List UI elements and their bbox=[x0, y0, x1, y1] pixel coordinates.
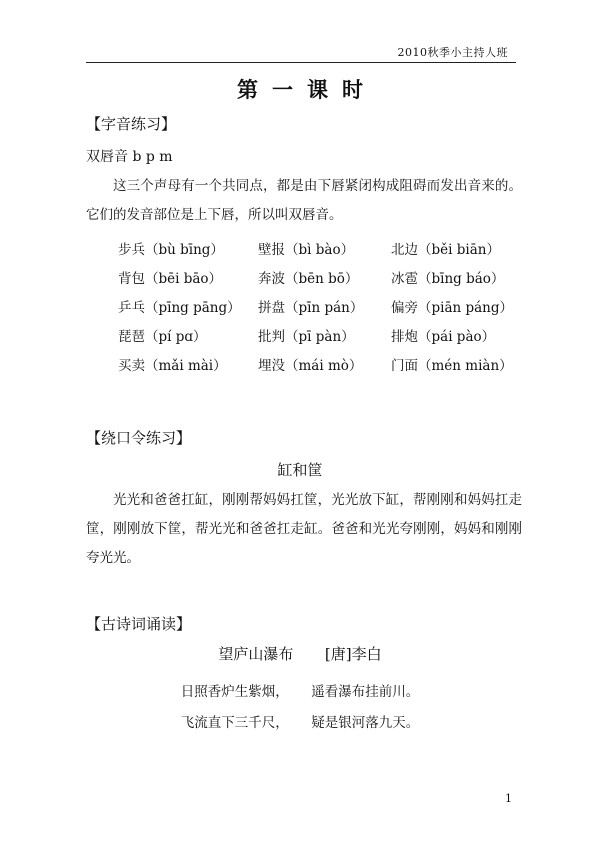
poem-line bbox=[0, 680, 600, 700]
pinyin-word-grid bbox=[118, 233, 528, 378]
pinyin-word: 买卖（mǎi mài） bbox=[118, 357, 227, 374]
poem-author: [唐]李白 bbox=[324, 645, 382, 663]
page-title: 第一课时 bbox=[237, 77, 377, 102]
section-heading-tongue-twister: 【绕口令练习】 bbox=[86, 429, 192, 447]
pinyin-word: 背包（bēi bāo） bbox=[118, 270, 223, 287]
running-header: 2010秋季小主持人班 bbox=[397, 46, 508, 59]
paragraph-bilabial-explanation: 这三个声母有一个共同点，都是由下唇紧闭构成阻碍而发出音来的。它们的发音部位是上下唇，所以叫双唇音。 bbox=[86, 178, 522, 223]
pinyin-word: 北边（běi biān） bbox=[391, 241, 500, 258]
poem-line-first-half: 日照香炉生紫烟， bbox=[180, 684, 289, 700]
paragraph-tongue-twister: 光光和爸爸扛缸，刚刚帮妈妈扛筐，光光放下缸，帮刚刚和妈妈扛走筐，刚刚放下筐，帮光光和爸爸扛走缸。爸爸和光光夸刚刚，妈妈和刚刚夸光光。 bbox=[86, 492, 522, 566]
section-heading-pronunciation: 【字音练习】 bbox=[86, 115, 177, 133]
poem-line-second-half: 疑是银河落九天。 bbox=[311, 715, 420, 731]
pinyin-word: 门面（mén miàn） bbox=[391, 357, 513, 374]
header-divider bbox=[86, 62, 516, 63]
pinyin-word: 排炮（pái pào） bbox=[391, 328, 496, 345]
pinyin-word: 拼盘（pīn pán） bbox=[258, 299, 364, 316]
poem-title-line bbox=[0, 643, 600, 664]
page-number: 1 bbox=[505, 792, 512, 805]
pinyin-word: 琵琶（pí pɑ） bbox=[118, 328, 207, 345]
pinyin-word: 步兵（bù bīng） bbox=[118, 241, 224, 258]
poem-title: 望庐山瀑布 bbox=[218, 645, 294, 663]
subheading-bilabial: 双唇音 b p m bbox=[86, 149, 173, 165]
pinyin-word: 奔波（bēn bō） bbox=[258, 270, 359, 287]
pinyin-word: 乒乓（pīng pāng） bbox=[118, 299, 241, 316]
pinyin-word: 批判（pī pàn） bbox=[258, 328, 355, 345]
tongue-twister-title: 缸和筐 bbox=[277, 461, 323, 479]
poem-line bbox=[0, 711, 600, 731]
pinyin-word: 冰雹（bīng báo） bbox=[391, 270, 505, 287]
pinyin-word: 埋没（mái mò） bbox=[258, 357, 363, 374]
poem-line-second-half: 遥看瀑布挂前川。 bbox=[311, 684, 420, 700]
poem-line-first-half: 飞流直下三千尺， bbox=[180, 715, 289, 731]
pinyin-word: 偏旁（piān páng） bbox=[391, 299, 514, 316]
pinyin-word: 壁报（bì bào） bbox=[258, 241, 355, 258]
section-heading-poetry: 【古诗词诵读】 bbox=[86, 615, 192, 633]
